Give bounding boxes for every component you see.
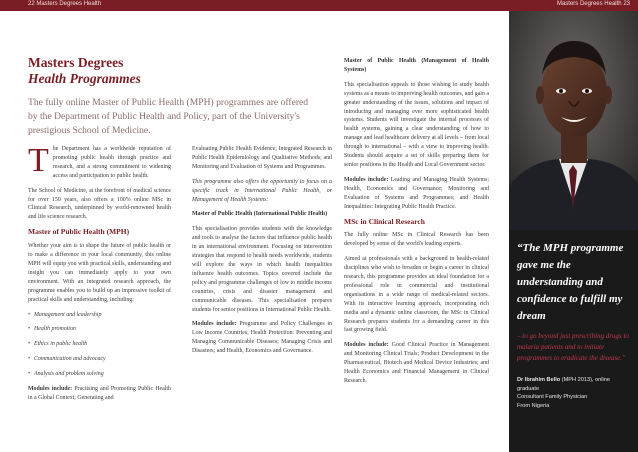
skills-list	[28, 311, 171, 380]
msc-intro: The fully online MSc in Clinical Research has been developed by some of the world's leading experts.	[344, 232, 489, 248]
iph-heading: Master of Public Health (International Public Health)	[192, 211, 328, 218]
page-number-left: 22 Masters Degrees Health	[28, 1, 102, 7]
attribution-role: Consultant Family Physician	[517, 394, 588, 400]
column-2	[192, 145, 332, 362]
mph-modules-cont: Evaluating Public Health Evidence; Integrated Research in Public Health Epidemiology and Qualitative Methods; and Monitoring and Evaluation of Systems and Programmes.	[192, 146, 332, 170]
testimonial-quote	[509, 230, 638, 452]
graduate-portrait	[509, 11, 638, 230]
mhs-paragraph: This specialisation appeals to those wishing to study health systems as a means to improving health outcomes, and gain a greater understanding of the issues, solutions and impact of introducing and managing ever more sophisticated health systems. Students will investigate the internal processes of health systems, gaining a clear understanding of how to manage and lead healthcare delivery at all levels – from local through to international – with a view to improving health. Students should acquire a set of skills preparing them for senior positions in the Health and Local Government sector.	[344, 81, 489, 168]
track-paragraph: This programme also offers the opportunity to focus on a specific track in International Public Health, or Management of Health Systems:	[192, 178, 332, 203]
quote-sub-text: – to go beyond just prescribing drugs to malaria patients and to initiate programmes to eradicate the disease.”	[517, 332, 629, 362]
list-item: • Ethics in public health	[28, 340, 171, 349]
mph-paragraph: Whether your aim is to shape the future of public health or to make a difference in your local community, this online MPH will equip you with practical skills, understanding and insight you can immediately apply to your own environment. With an integrated research approach, the programme enables you to build up an impressive toolkit of practical skills and understanding, including:	[28, 243, 171, 303]
list-item: • Health promotion	[28, 325, 171, 334]
school-paragraph: The School of Medicine, at the forefront of medical science for over 150 years, also offers a 100% online MSc in Clinical Research, underpinned by world-renowned health and life science research.	[28, 187, 171, 221]
list-item: • Management and leadership	[28, 311, 171, 320]
column-1	[28, 142, 172, 409]
attribution-location: From Nigeria	[517, 402, 550, 409]
mhs-modules: Modules include: Leading and Managing Health Systems; Health, Economics and Governance; Monitoring and Evaluation of Systems and Programmes; and Health Inequalities: Integrating Public Health Practice.	[344, 176, 490, 210]
page-number-right: Masters Degrees Health 23	[556, 1, 630, 7]
intro-paragraph: The fully online Master of Public Health (MPH) programmes are offered by the Department of Public Health and Policy, part of the University's prestigious School of Medicine.	[28, 97, 309, 136]
mhs-heading: Master of Public Health (Management of Health Systems)	[344, 58, 489, 73]
mph-heading: Master of Public Health (MPH)	[28, 227, 130, 237]
mph-modules: Modules include: Practising and Promoting Public Health in a Global Context; Generating and	[28, 386, 172, 401]
iph-modules: Modules include: Programme and Policy Challenges in Low Income Countries; Health Protection: Preventing and Managing Communicable Diseases; Managing Crisis and Disasters; and Health, Economics and Governance.	[192, 321, 332, 355]
drop-cap: T	[28, 142, 49, 179]
page-subtitle: Health Programmes	[28, 71, 141, 86]
list-item: • Communication and advocacy	[28, 355, 171, 364]
iph-paragraph: This specialisation provides students with the knowledge and tools to analyse the factors that influence public health in an international environment. Focusing on intervention strategies that respond to health needs worldwide, students will explore the ways in which health inequalities influence health outcomes. Topics covered include the policy and programme challenges of low to middle income countries, crisis and disaster management and communicable diseases. This specialisation prepares students for senior positions in International Public Health.	[192, 226, 332, 313]
msc-paragraph: Aimed at professionals with a background in health-related disciplines who wish to broaden or begin a career in clinical research, this programme provides an ideal foundation for a professional role in commercial and institutional organisations in a wide range of medical-related sectors. With its interactive learning approach, incorporating rich media and a dynamic online classroom, the MSc in Clinical Research prepares students for a demanding career in this fast growing field.	[344, 256, 489, 334]
list-item: • Analysis and problem solving	[28, 370, 171, 379]
msc-modules: Modules include: Good Clinical Practice in Management and Monitoring Clinical Trials; Product Development in the Pharmaceutical, Biotech and Medical Device Industries; and Health Economics and Financial Management in Clinical Research.	[344, 342, 490, 384]
column-3	[344, 57, 489, 392]
msc-heading: MSc in Clinical Research	[344, 216, 425, 226]
quote-main-text: “The MPH programme gave me the understanding and confidence to fulfill my dream	[517, 242, 624, 322]
page-title: Masters Degrees	[28, 55, 124, 70]
quote-attribution	[517, 376, 630, 410]
portrait-illustration	[509, 11, 638, 230]
opening-paragraph: The Department has a worldwide reputation of promoting public health through practice and research, and a strong commitment to widening access and participation to public health.	[28, 142, 171, 179]
attribution-name-line: Dr Ibrahim Bello (MPH 2013), online graduate	[517, 377, 610, 392]
